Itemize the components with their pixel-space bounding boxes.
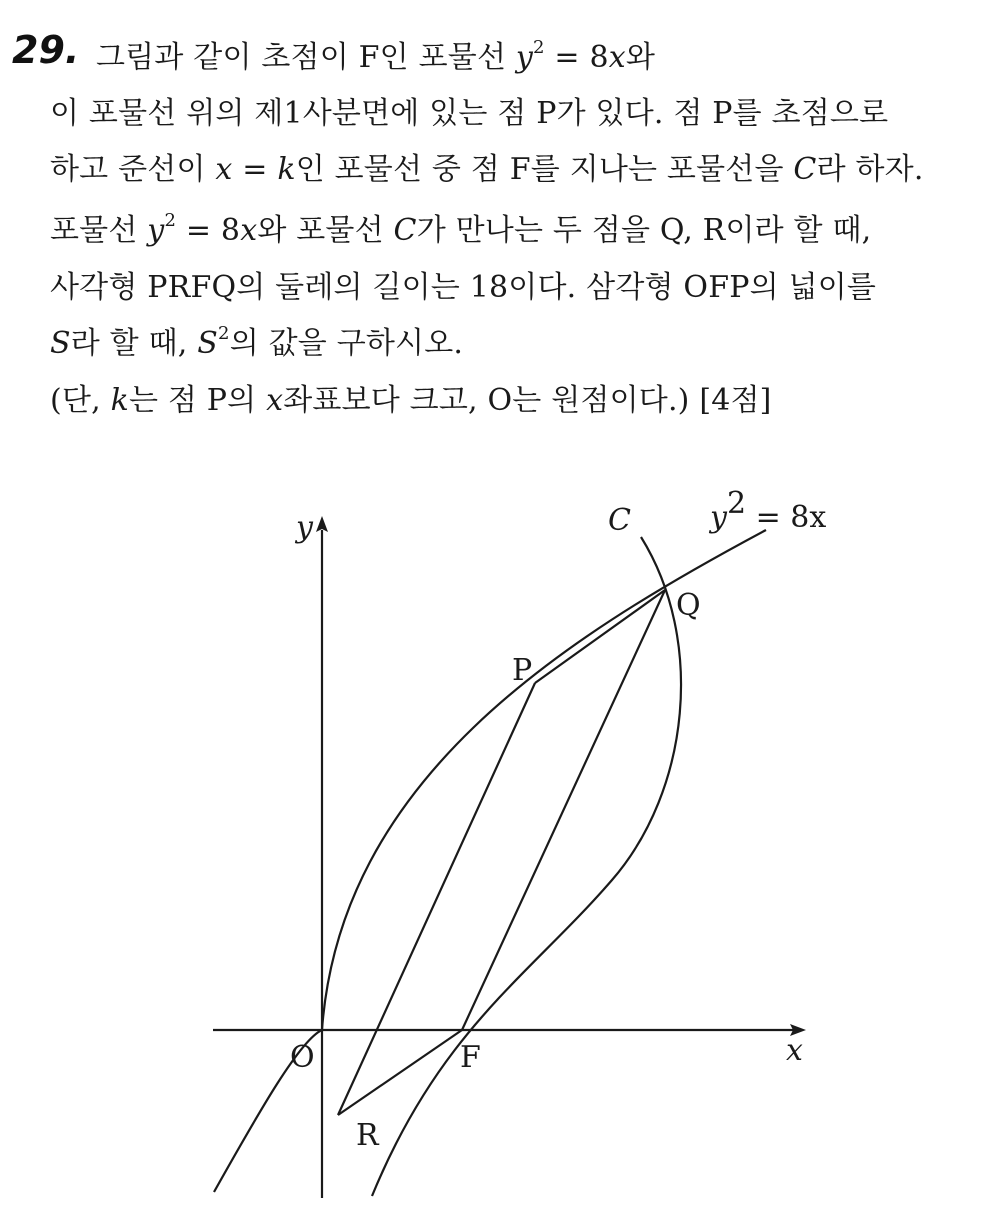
segment-PQ: [535, 590, 665, 683]
curve-y2-8x: [214, 530, 766, 1192]
point-F-label: F: [460, 1040, 481, 1075]
problem-line-5: S라 할 때, $S^2$의 값을 구하시오.: [50, 323, 464, 361]
curve-C-label: C: [608, 503, 631, 538]
segment-PR: [338, 683, 535, 1115]
point-R-label: R: [356, 1118, 379, 1153]
y-axis-label: y: [296, 510, 313, 545]
curve-y2-8x-lower: [214, 530, 766, 1192]
curve-C: [372, 537, 681, 1196]
problem-line-0: 그림과 같이 초점이 F인 포물선 $y^2 = 8x$와: [96, 37, 656, 75]
point-Q-label: Q: [676, 588, 701, 623]
curve-equation-label: y2 = 8x: [710, 486, 827, 535]
problem-line-4: 사각형 PRFQ의 둘레의 길이는 18이다. 삼각형 OFP의 넓이를: [50, 270, 877, 305]
problem-line-1: 이 포물선 위의 제1사분면에 있는 점 P가 있다. 점 P를 초점으로: [50, 96, 889, 131]
problem-line-2: 하고 준선이 x = k인 포물선 중 점 F를 지나는 포물선을 C라 하자.: [50, 152, 924, 187]
problem-number: 29.: [12, 28, 80, 72]
problem-line-6: (단, k는 점 P의 x좌표보다 크고, O는 원점이다.) [4점]: [50, 383, 772, 418]
segment-FQ: [462, 590, 665, 1030]
x-axis-label: x: [786, 1033, 803, 1068]
problem-line-3: 포물선 $y^2 = 8x$와 포물선 C가 만나는 두 점을 Q, R이라 할 때,: [50, 210, 872, 248]
origin-label: O: [290, 1040, 315, 1075]
y-axis-arrow-icon: [316, 516, 328, 532]
point-P-label: P: [512, 653, 533, 688]
